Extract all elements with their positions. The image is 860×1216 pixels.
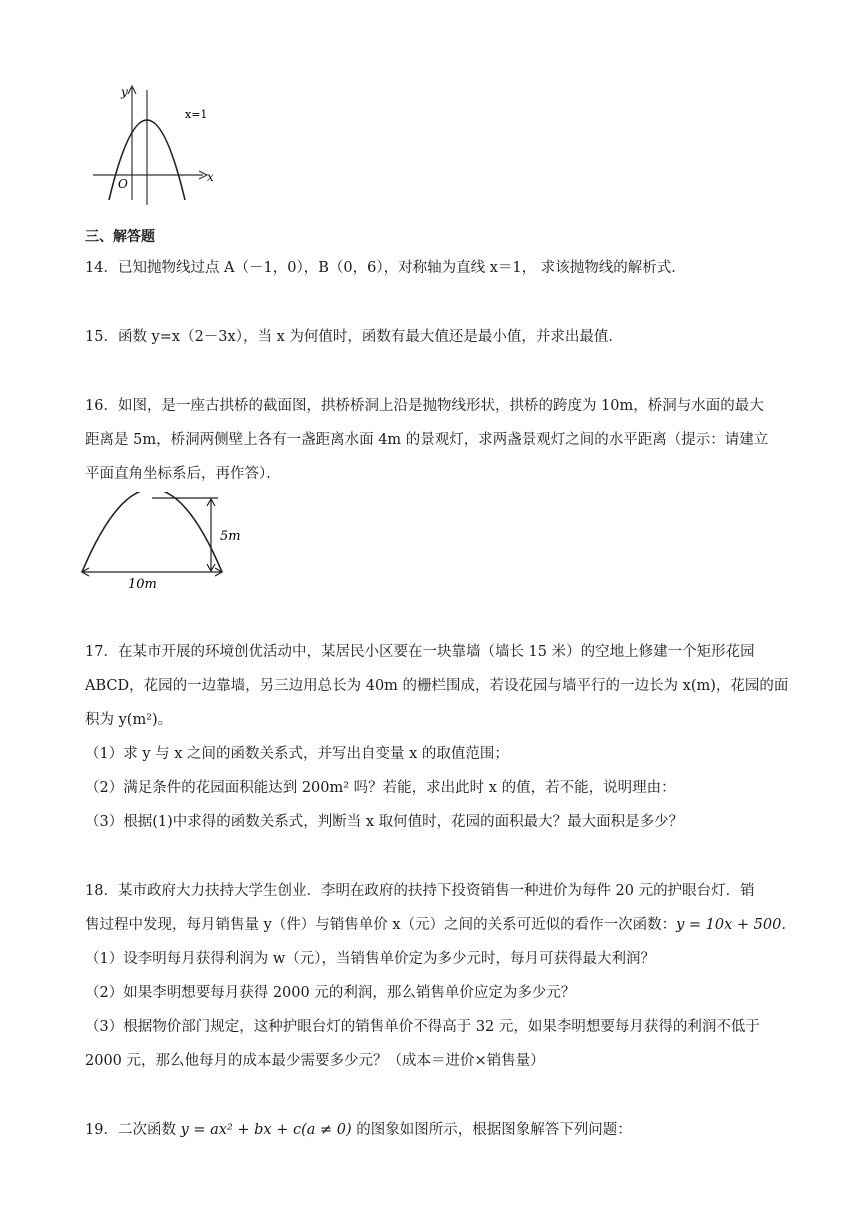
question-14: 14．已知抛物线过点 A（－1，0），B（0，6），对称轴为直线 x＝1， 求该抛物线的解析式．: [85, 260, 686, 276]
question-16-line-2: 距离是 5m，桥洞两侧壁上各有一盏距离水面 4m 的景观灯，求两盏景观灯之间的水平距离（提示：请建立: [85, 432, 769, 448]
question-18-part-4: 2000 元，那么他每月的成本最少需要多少元？（成本＝进价×销售量）: [85, 1053, 545, 1069]
x-axis-label: x: [207, 170, 214, 184]
bridge-figure: [78, 492, 258, 592]
y-axis-label: y: [121, 85, 128, 99]
section-title: 三、解答题: [85, 229, 155, 245]
question-17-line-1: 17．在某市开展的环境创优活动中，某居民小区要在一块靠墙（墙长 15 米）的空地上修建一个矩形花园: [85, 644, 755, 660]
question-19-prefix: 19．二次函数: [85, 1122, 181, 1138]
question-18-line-2: [85, 915, 786, 935]
question-17-part-3: （3）根据(1)中求得的函数关系式，判断当 x 取何值时，花园的面积最大？最大面积是多少？: [85, 814, 684, 830]
arch-curve: [82, 492, 222, 572]
question-19-formula: y = ax² + bx + c(a ≠ 0): [180, 1122, 352, 1138]
question-17-line-2: ABCD，花园的一边靠墙，另三边用总长为 40m 的栅栏围成，若设花园与墙平行的一边长为 x(m)，花园的面: [85, 678, 789, 694]
width-label: 10m: [128, 577, 157, 592]
question-18-line-2-text: 售过程中发现，每月销售量 y（件）与销售单价 x（元）之间的关系可近似的看作一次函数：: [85, 917, 677, 933]
symmetry-label: x=1: [185, 108, 208, 121]
question-16-line-1: 16．如图，是一座古拱桥的截面图，拱桥桥洞上沿是抛物线形状，拱桥的跨度为 10m，桥洞与水面的最大: [85, 398, 764, 414]
parabola-figure: [85, 80, 220, 210]
question-18-part-1: （1）设李明每月获得利润为 w（元），当销售单价定为多少元时，每月可获得最大利润？: [85, 951, 655, 967]
question-16-line-3: 平面直角坐标系后，再作答）．: [85, 466, 281, 482]
height-label: 5m: [220, 529, 241, 544]
question-15: 15．函数 y=x（2－3x），当 x 为何值时，函数有最大值还是最小值，并求出最值．: [85, 329, 623, 345]
question-19: [85, 1120, 632, 1140]
question-17-part-1: （1）求 y 与 x 之间的函数关系式，并写出自变量 x 的取值范围；: [85, 746, 509, 762]
question-18-formula: y = 10x + 500.: [676, 917, 786, 933]
question-19-suffix: 的图象如图所示，根据图象解答下列问题：: [351, 1122, 632, 1138]
question-18-part-3: （3）根据物价部门规定，这种护眼台灯的销售单价不得高于 32 元，如果李明想要每月获得的利润不低于: [85, 1019, 760, 1035]
question-17-part-2: （2）满足条件的花园面积能达到 200m² 吗？若能，求出此时 x 的值，若不能，说明理由：: [85, 780, 676, 796]
question-18-part-2: （2）如果李明想要每月获得 2000 元的利润，那么销售单价应定为多少元？: [85, 985, 576, 1001]
question-18-line-1: 18．某市政府大力扶持大学生创业．李明在政府的扶持下投资销售一种进价为每件 20 元的护眼台灯．销: [85, 883, 755, 899]
question-17-line-3: 积为 y(m²)。: [85, 712, 173, 728]
origin-label: O: [118, 177, 128, 191]
